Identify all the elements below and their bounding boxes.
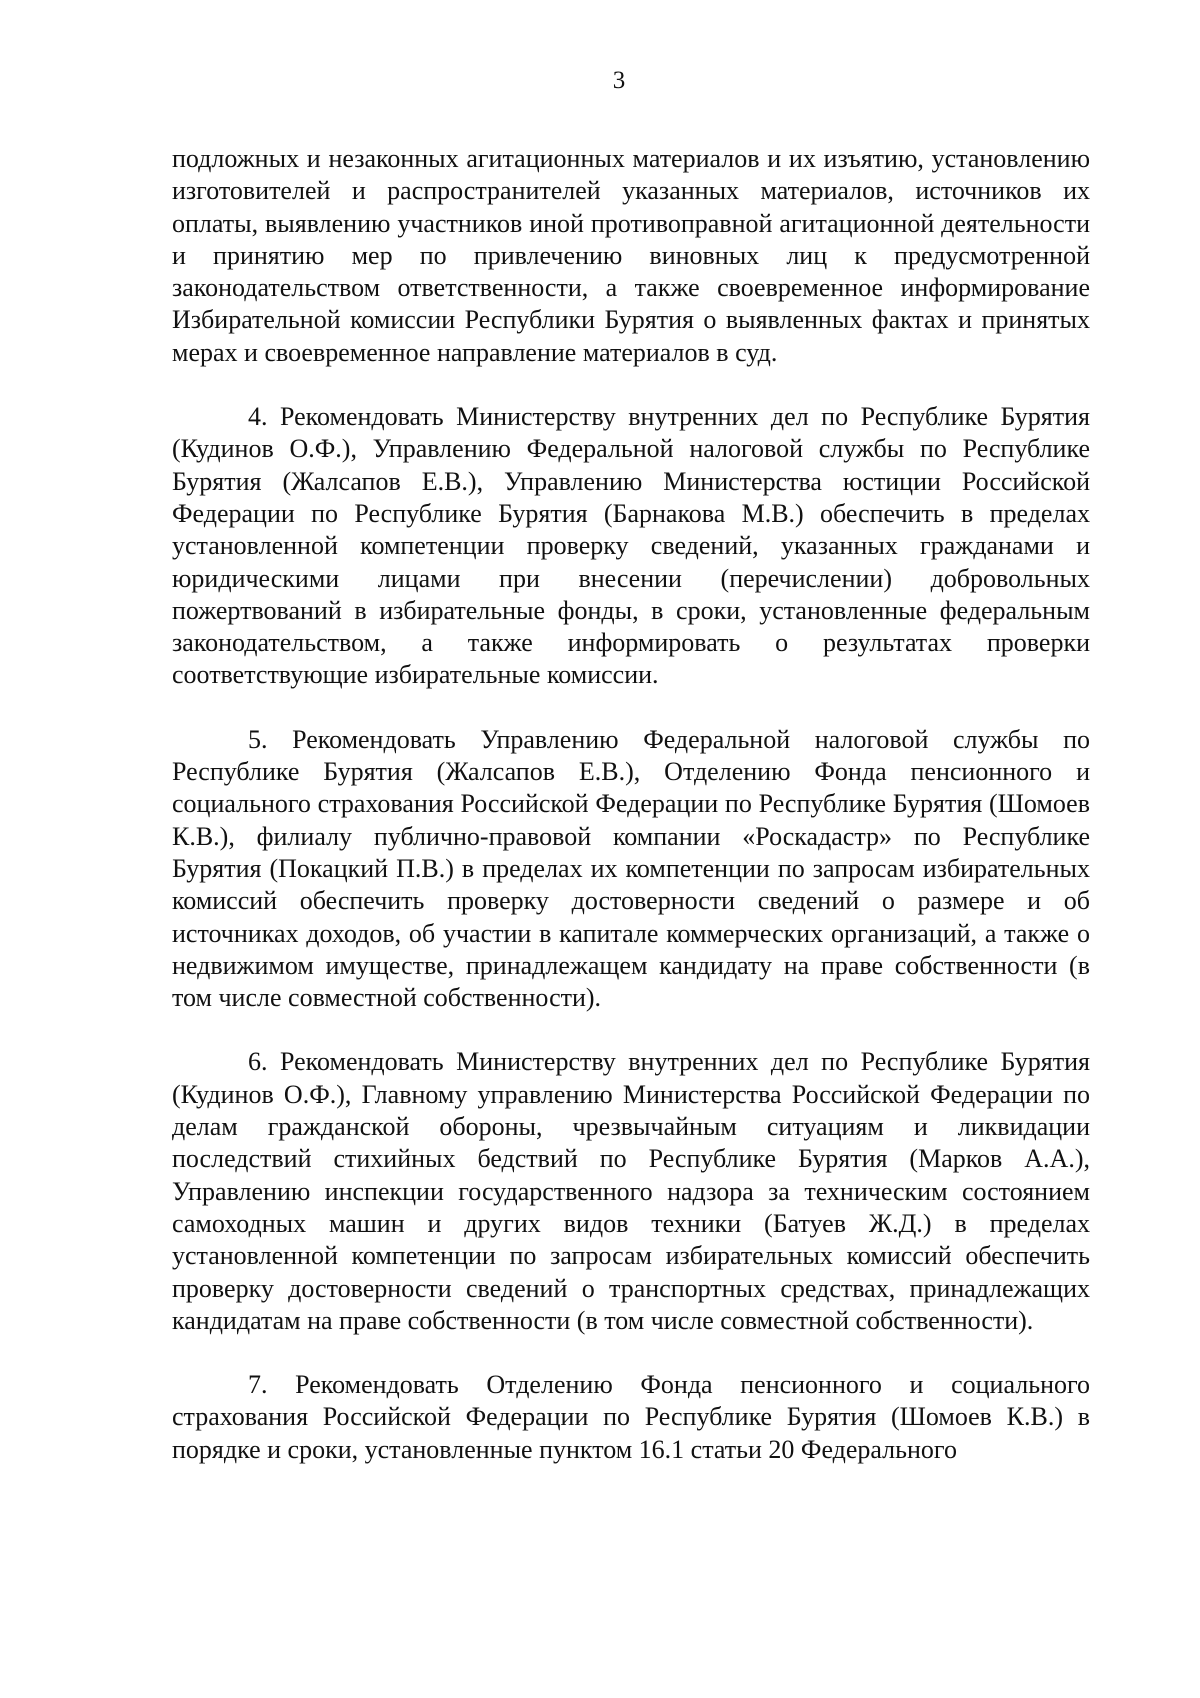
paragraph-5: 5. Рекомендовать Управлению Федеральной налоговой службы по Республике Бурятия (Жалсапов Е.В.), Отделению Фонда пенсионного и социального страхования Российской Федерации по Республике Бурятия (Шомоев К.В.), филиалу публично-правовой компании «Роскадастр» по Республике Бурятия (Покацкий П.В.) в пределах их компетенции по запросам избирательных комиссий обеспечить проверку достоверности сведений о размере и об источниках доходов, об участии в капитале коммерческих организаций, а также о недвижимом имуществе, принадлежащем кандидату на праве собственности (в том числе совместной собственности). bbox=[172, 724, 1090, 1013]
paragraph-3-continued: подложных и незаконных агитационных материалов и их изъятию, установлению изготовителей и распространителей указанных материалов, источников их оплаты, выявлению участников иной противоправной агитационной деятельности и принятию мер по привлечению виновных лиц к предусмотренной законодательством ответственности, а также своевременное информирование Избирательной комиссии Республики Бурятия о выявленных фактах и принятых мерах и своевременное направление материалов в суд. bbox=[172, 144, 1090, 367]
paragraph-gap bbox=[172, 1014, 1090, 1046]
paragraph-gap bbox=[172, 369, 1090, 401]
paragraph-4: 4. Рекомендовать Министерству внутренних дел по Республике Бурятия (Кудинов О.Ф.), Управлению Федеральной налоговой службы по Республике Бурятия (Жалсапов Е.В.), Управлению Министерства юстиции Российской Федерации по Республике Бурятия (Барнакова М.В.) обеспечить в пределах установленной компетенции проверку сведений, указанных гражданами и юридическими лицами при внесении (перечислении) добровольных пожертвований в избирательные фонды, в сроки, установленные федеральным законодательством, а также информировать о результатах проверки соответствующие избирательные комиссии. bbox=[172, 402, 1090, 690]
paragraph-7: 7. Рекомендовать Отделению Фонда пенсионного и социального страхования Российской Федерации по Республике Бурятия (Шомоев К.В.) в порядке и сроки, установленные пунктом 16.1 статьи 20 Федерального bbox=[172, 1370, 1090, 1464]
paragraph-gap bbox=[172, 1337, 1090, 1369]
document-body bbox=[172, 143, 1090, 1466]
page-number: 3 bbox=[612, 67, 626, 94]
paragraph-6: 6. Рекомендовать Министерству внутренних дел по Республике Бурятия (Кудинов О.Ф.), Главному управлению Министерства Российской Федерации по делам гражданской обороны, чрезвычайным ситуациям и ликвидации последствий стихийных бедствий по Республике Бурятия (Марков А.А.), Управлению инспекции государственного надзора за техническим состоянием самоходных машин и других видов техники (Батуев Ж.Д.) в пределах установленной компетенции по запросам избирательных комиссий обеспечить проверку достоверности сведений о транспортных средствах, принадлежащих кандидатам на праве собственности (в том числе совместной собственности). bbox=[172, 1047, 1090, 1335]
paragraph-gap bbox=[172, 692, 1090, 724]
